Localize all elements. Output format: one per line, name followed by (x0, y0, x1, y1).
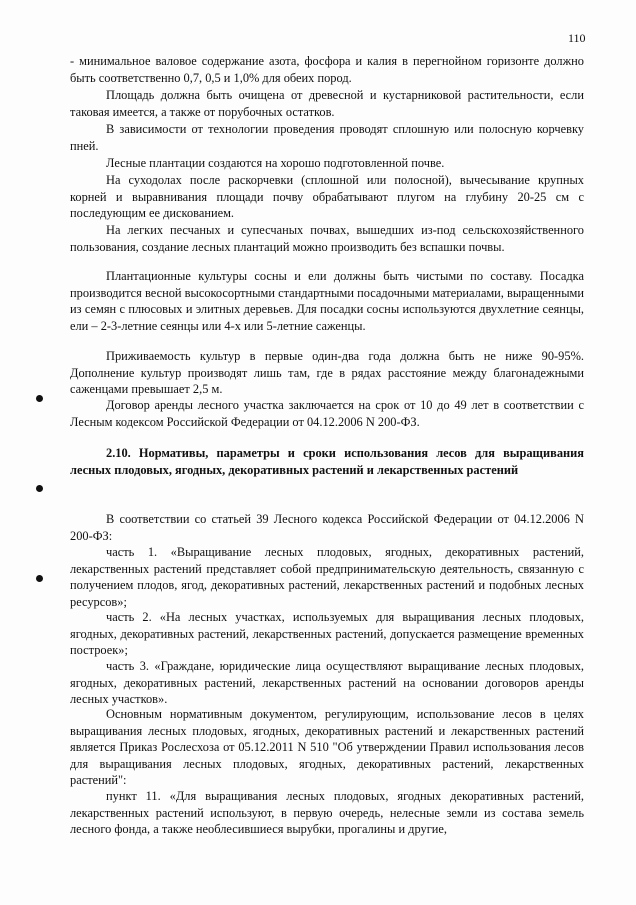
punch-hole-bottom (36, 575, 43, 582)
paragraph-part-3: часть 3. «Граждане, юридические лица осуществляют выращивание лесных плодовых, ягодных, декоративных растений, лекарственных растений на основании договоров аренды лесных участков». (70, 659, 584, 706)
paragraph-part-2: часть 2. «На лесных участках, используемых для выращивания лесных плодовых, ягодных, декоративных растений, лекарственных растений, допускается размещение временных построек»; (70, 610, 584, 657)
paragraph-sandy-soils: На легких песчаных и супесчаных почвах, вышедших из-под сельскохозяйственного пользования, создание лесных плантаций можно производить без вспашки почвы. (70, 223, 584, 254)
paragraph-nutrients: - минимальное валовое содержание азота, фосфора и калия в перегнойном горизонте должно быть соответственно 0,7, 0,5 и 1,0% для обеих пород. (70, 54, 584, 85)
paragraph-main-document: Основным нормативным документом, регулирующим, использование лесов в целях выращивания лесных плодовых, ягодных, декоративных растений и лекарственных растений является Приказ Рослесхоза от 05.12.2011 N 510 "Об утверждении Правил использования лесов для выращивания лесных плодовых, ягодных, декоративных растений, лекарственных растений": (70, 707, 584, 787)
paragraph-clearing: Площадь должна быть очищена от древесной и кустарниковой растительности, если таковая имеется, а также от порубочных остатков. (70, 88, 584, 119)
punch-hole-top (36, 395, 43, 402)
paragraph-item-11: пункт 11. «Для выращивания лесных плодовых, ягодных декоративных растений, лекарственных растений используют, в первую очередь, нелесные земли из состава земель лесного фонда, а также необлесившиеся вырубки, прогалины и другие, (70, 789, 584, 836)
paragraph-lease-term: Договор аренды лесного участка заключается на срок от 10 до 49 лет в соответствии с Лесным кодексом Российской Федерации от 04.12.2006 N 200-ФЗ. (70, 398, 584, 429)
punch-hole-middle (36, 485, 43, 492)
page-number: 110 (568, 31, 586, 45)
paragraph-soil-prep: Лесные плантации создаются на хорошо подготовленной почве. (106, 156, 445, 170)
paragraph-part-1: часть 1. «Выращивание лесных плодовых, ягодных, декоративных растений, лекарственных растений представляет собой предпринимательскую деятельность, связанную с получением плодов, ягод, декоративных растений, лекарственных растений и подобных лесных ресурсов»; (70, 545, 584, 609)
paragraph-stump-removal: В зависимости от технологии проведения проводят сплошную или полосную корчевку пней. (70, 122, 584, 153)
paragraph-article-39: В соответствии со статьей 39 Лесного кодекса Российской Федерации от 04.12.2006 N 200-ФЗ: (70, 512, 584, 543)
section-heading: 2.10. Нормативы, параметры и сроки использования лесов для выращивания лесных плодовых, ягодных, декоративных растений и лекарственных растений (70, 446, 584, 477)
paragraph-plowing: На суходолах после раскорчевки (сплошной или полосной), вычесывание крупных корней и выравнивания площади почву обрабатывают плугом на глубину 20-25 см с последующим ее дискованием. (70, 173, 584, 220)
paragraph-survival-rate: Приживаемость культур в первые один-два года должна быть не ниже 90-95%. Дополнение культур производят лишь там, где в рядах расстояние между благонадежными саженцами превышает 2,5 м. (70, 349, 584, 396)
paragraph-pine-spruce: Плантационные культуры сосны и ели должны быть чистыми по составу. Посадка производится весной высокосортными стандартными посадочными материалами, выращенными из семян с плюсовых и элитных деревьев. Для посадки сосны используются двухлетние сеянцы, ели – 2-3-летние сеянцы или 4-х или 5-летние саженцы. (70, 269, 584, 333)
